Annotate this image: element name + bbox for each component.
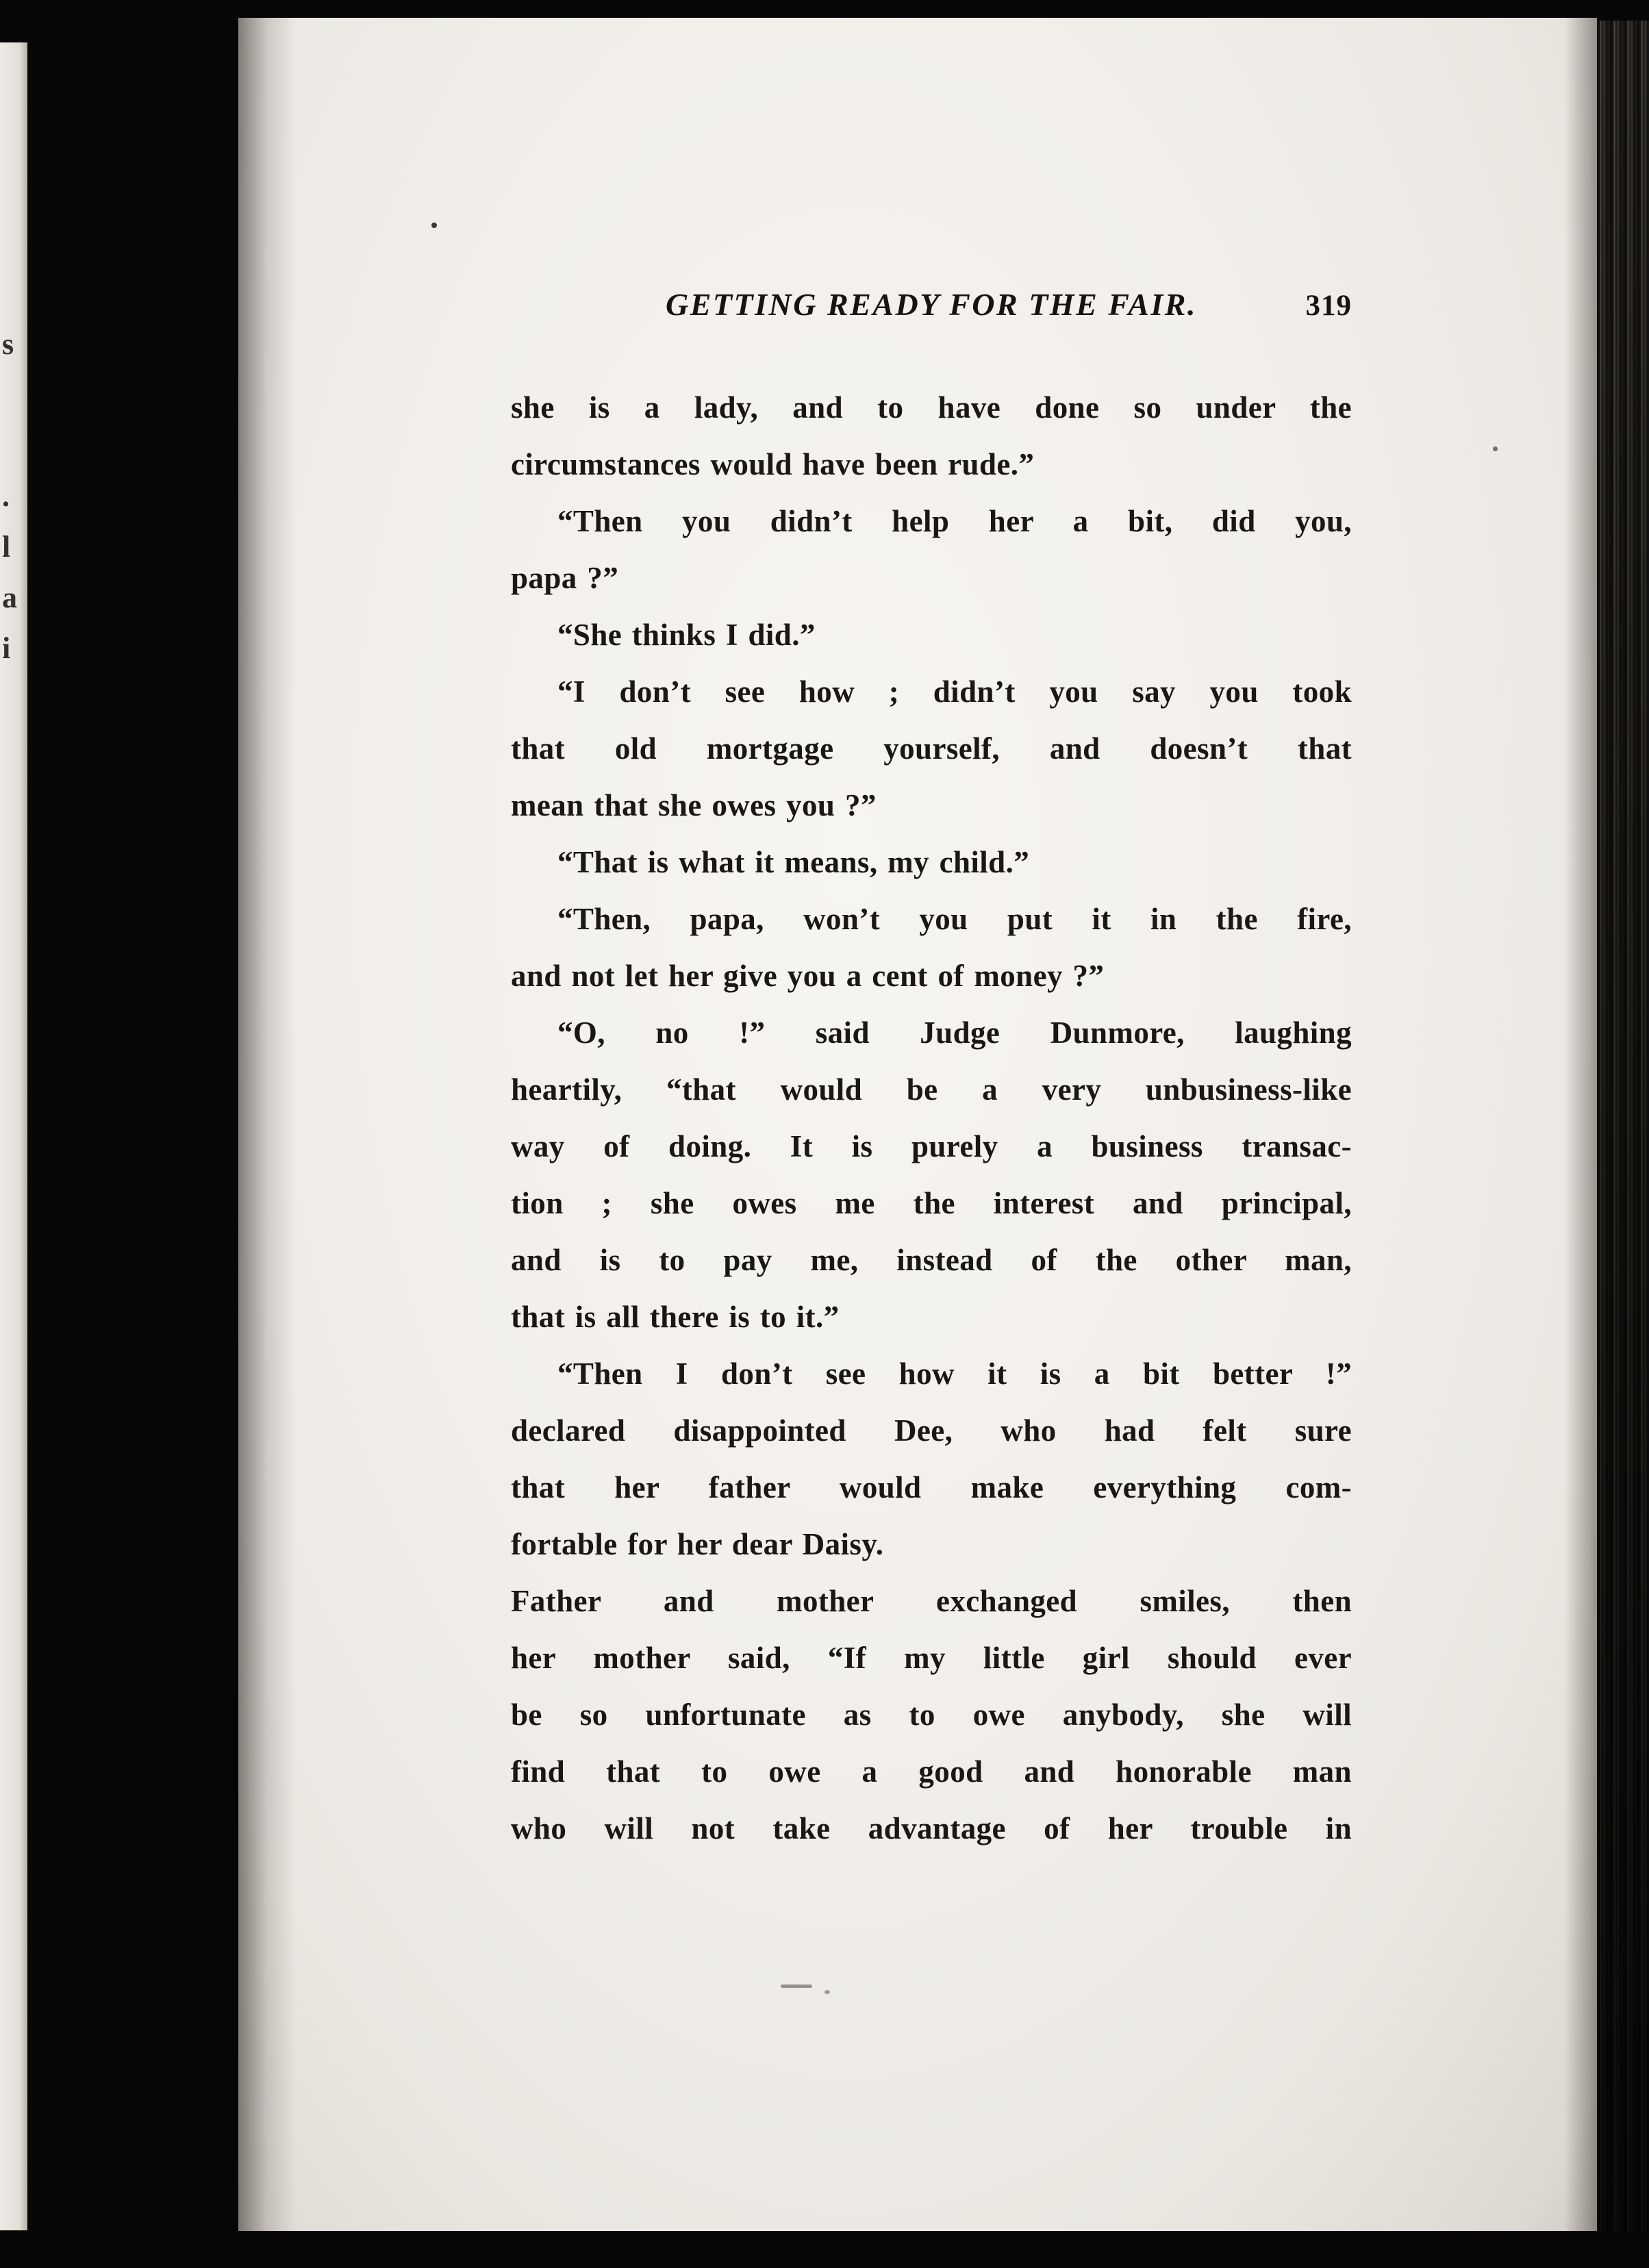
edge-text-fragment	[2, 420, 17, 471]
edge-text-fragment: s	[2, 327, 14, 361]
text-line: that her father would make everything com-	[511, 1470, 1352, 1504]
edge-text-fragment	[2, 370, 17, 420]
edge-text-fragment: i	[2, 631, 11, 665]
paragraph	[511, 1573, 1352, 1857]
text-line: “O, no !” said Judge Dunmore, laughing	[557, 1016, 1352, 1050]
text-line: who will not take advantage of her trouble in	[511, 1811, 1352, 1845]
text-line: “Then I don’t see how it is a bit better !”	[557, 1357, 1352, 1391]
edge-text-fragment: .	[2, 479, 10, 513]
text-line: “That is what it means, my child.”	[557, 845, 1030, 879]
paragraph	[511, 664, 1352, 834]
scan-speck	[1493, 446, 1498, 451]
text-line: find that to owe a good and honorable man	[511, 1754, 1352, 1789]
edge-text-fragment: a	[2, 581, 17, 614]
page-edge-stack	[1597, 21, 1649, 2232]
paragraph	[511, 607, 1352, 664]
text-line: she is a lady, and to have done so under the	[511, 390, 1352, 425]
text-line: “Then, papa, won’t you put it in the fire,	[557, 902, 1352, 936]
adjacent-page-edge	[0, 42, 27, 2230]
scan-speck	[824, 1990, 830, 1994]
book-page	[238, 18, 1597, 2231]
text-line: circumstances would have been rude.”	[511, 447, 1035, 481]
text-line: papa ?”	[511, 561, 619, 595]
page-number: 319	[1305, 290, 1352, 322]
paragraph	[511, 493, 1352, 607]
paragraph	[511, 1346, 1352, 1573]
paragraph	[511, 1005, 1352, 1346]
running-head: GETTING READY FOR THE FAIR.	[666, 287, 1197, 322]
paragraph	[511, 379, 1352, 493]
text-line: “Then you didn’t help her a bit, did you,	[557, 504, 1352, 538]
text-line: fortable for her dear Daisy.	[511, 1527, 884, 1561]
text-line: heartily, “that would be a very unbusiness-like	[511, 1072, 1352, 1107]
text-line: declared disappointed Dee, who had felt sure	[511, 1413, 1352, 1448]
text-line: that is all there is to it.”	[511, 1300, 840, 1334]
scan-speck	[781, 1985, 812, 1988]
page-header	[511, 286, 1352, 336]
text-line: and is to pay me, instead of the other man,	[511, 1243, 1352, 1277]
text-line: her mother said, “If my little girl should ever	[511, 1641, 1352, 1675]
paragraph	[511, 891, 1352, 1005]
body-text	[511, 379, 1352, 1857]
paragraph	[511, 834, 1352, 891]
text-line: “I don’t see how ; didn’t you say you took	[557, 675, 1352, 709]
edge-fragments	[2, 319, 17, 674]
scan-speck	[431, 223, 437, 228]
text-line: “She thinks I did.”	[557, 618, 816, 652]
edge-text-fragment: l	[2, 530, 11, 564]
text-line: and not let her give you a cent of money ?”	[511, 959, 1105, 993]
text-line: tion ; she owes me the interest and principal,	[511, 1186, 1352, 1220]
text-line: mean that she owes you ?”	[511, 788, 877, 822]
text-line: that old mortgage yourself, and doesn’t that	[511, 731, 1352, 766]
text-line: way of doing. It is purely a business transac-	[511, 1129, 1352, 1163]
text-line: be so unfortunate as to owe anybody, she will	[511, 1698, 1352, 1732]
text-line: Father and mother exchanged smiles, then	[511, 1584, 1352, 1618]
